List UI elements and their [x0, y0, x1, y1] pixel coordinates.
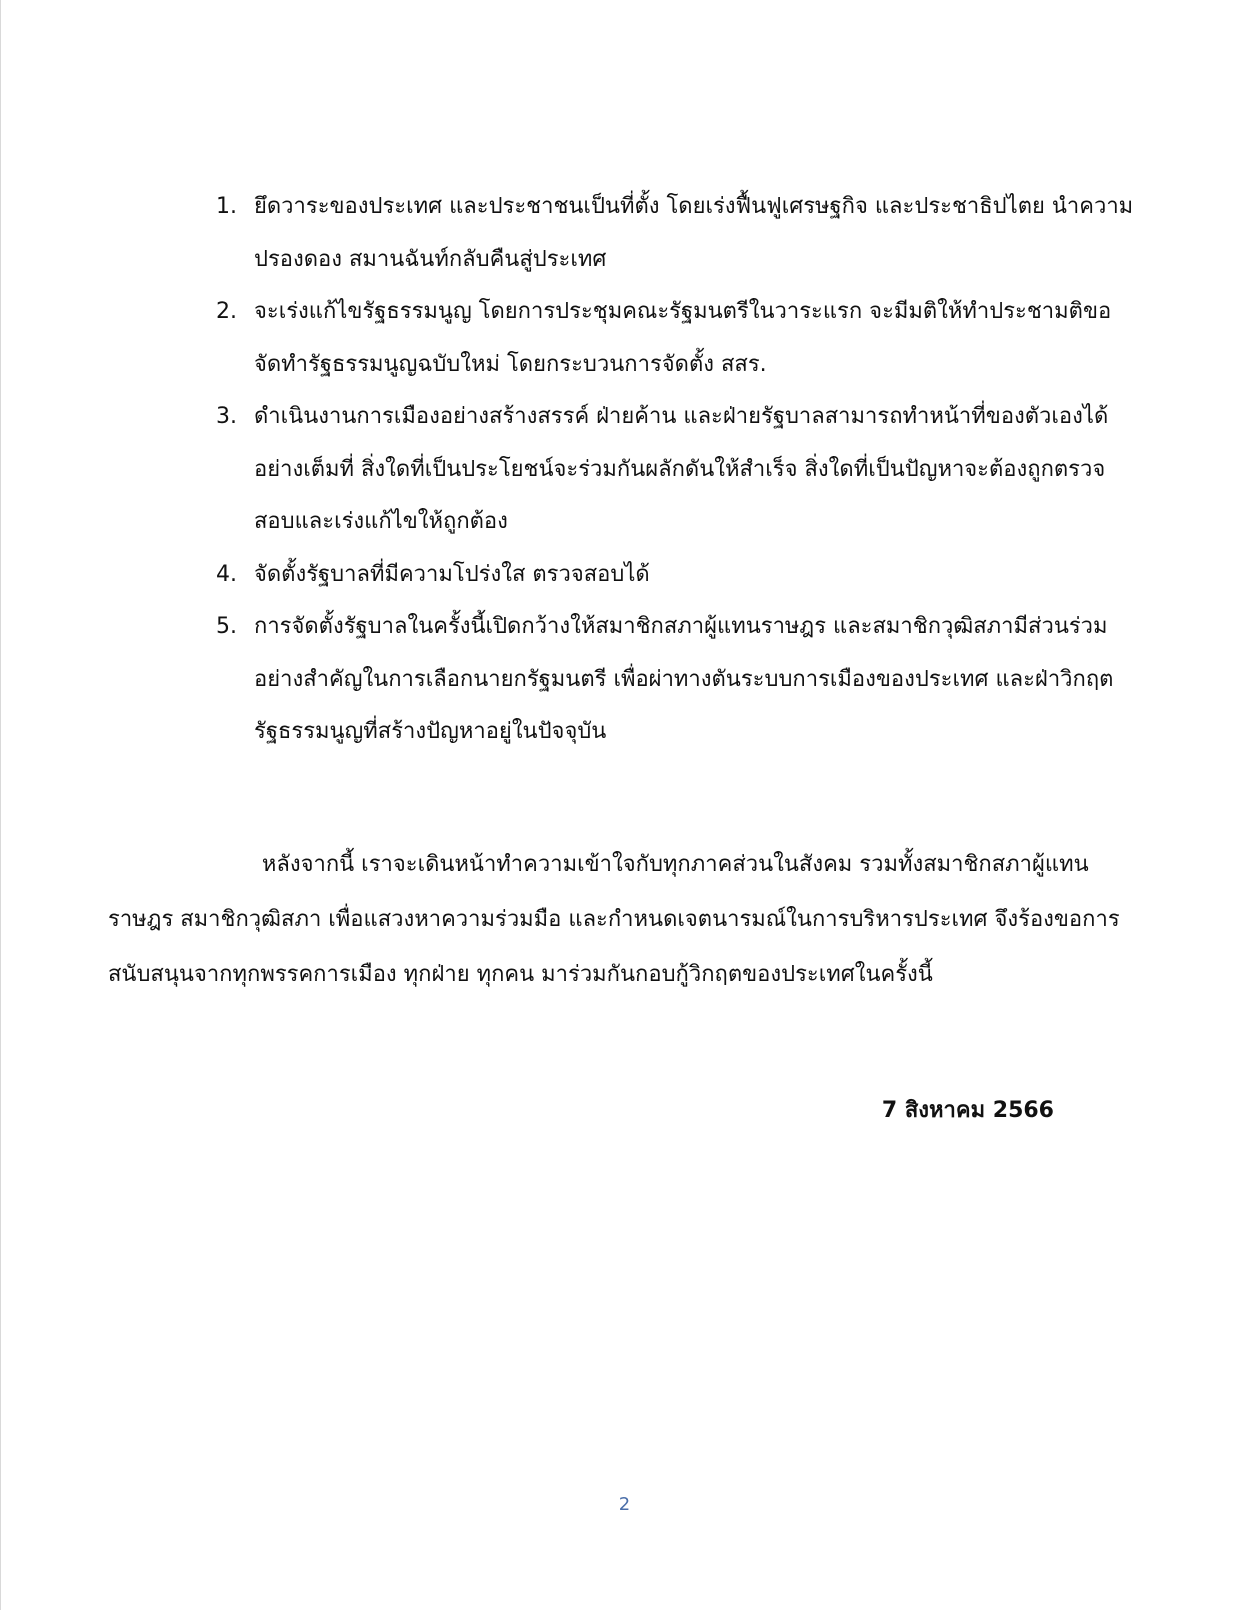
list-text: จัดตั้งรัฐบาลที่มีความโปร่งใส ตรวจสอบได้: [254, 561, 650, 587]
list-item: [216, 286, 1136, 391]
page-number: 2: [618, 1494, 631, 1515]
page-edge-line: [0, 0, 1, 1610]
list-text: การจัดตั้งรัฐบาลในครั้งนี้เปิดกว้างให้สมาชิกสภาผู้แทนราษฎร และสมาชิกวุฒิสภามีส่วนร่วมอย่างสำคัญในการเลือกนายกรัฐมนตรี เพื่อผ่าทางตันระบบการเมืองของประเทศ และฝ่าวิกฤตรัฐธรรมนูญที่สร้างปัญหาอยู่ในปัจจุบัน: [254, 614, 1114, 744]
list-text: ยึดวาระของประเทศ และประชาชนเป็นที่ตั้ง โดยเร่งฟื้นฟูเศรษฐกิจ และประชาธิปไตย นำความปรองดอง สมานฉันท์กลับคืนสู่ประเทศ: [254, 194, 1134, 272]
list-number: 5.: [216, 614, 237, 639]
list-number: 4.: [216, 561, 237, 587]
closing-paragraph: หลังจากนี้ เราจะเดินหน้าทำความเข้าใจกับทุกภาคส่วนในสังคม รวมทั้งสมาชิกสภาผู้แทนราษฎร สมาชิกวุฒิสภา เพื่อแสวงหาความร่วมมือ และกำหนดเจตนารมณ์ในการบริหารประเทศ จึงร้องขอการสนับสนุนจากทุกพรรคการเมือง ทุกฝ่าย ทุกคน มาร่วมกันกอบกู้วิกฤตของประเทศในครั้งนี้: [108, 852, 1120, 987]
document-date: 7 สิงหาคม 2566: [881, 1098, 1054, 1123]
list-number: 3.: [216, 404, 237, 429]
list-number: 2.: [216, 299, 237, 324]
list-item: [216, 391, 1136, 549]
list-text: ดำเนินงานการเมืองอย่างสร้างสรรค์ ฝ่ายค้าน และฝ่ายรัฐบาลสามารถทำหน้าที่ของตัวเองได้อย่างเต็มที่ สิ่งใดที่เป็นประโยชน์จะร่วมกันผลักดันให้สำเร็จ สิ่งใดที่เป็นปัญหาจะต้องถูกตรวจสอบและเร่งแก้ไขให้ถูกต้อง: [254, 404, 1109, 534]
list-item: [216, 181, 1136, 286]
list-number: 1.: [216, 194, 237, 219]
list-text: จะเร่งแก้ไขรัฐธรรมนูญ โดยการประชุมคณะรัฐมนตรีในวาระแรก จะมีมติให้ทำประชามติขอจัดทำรัฐธรรมนูญฉบับใหม่ โดยกระบวนการจัดตั้ง สสร.: [254, 299, 1112, 377]
list-item: [216, 601, 1136, 759]
list-item: [216, 549, 1136, 602]
policy-list: [216, 181, 1136, 759]
